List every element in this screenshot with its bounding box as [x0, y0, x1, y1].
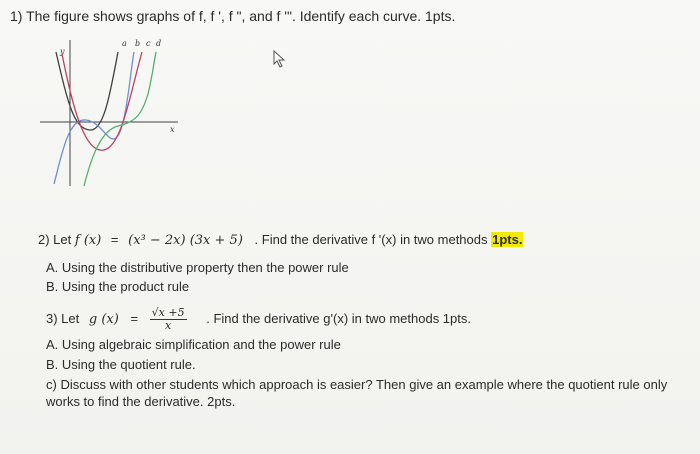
question-3-option-b: B. Using the quotient rule. — [46, 357, 196, 372]
question-2-option-a: A. Using the distributive property then the power rule — [46, 260, 349, 275]
question-3-tail: . Find the derivative g'(x) in two methods 1pts. — [206, 310, 471, 326]
curve-label-c: c — [146, 39, 151, 48]
curve-label-a: a — [122, 39, 127, 48]
question-3-equals: = — [130, 310, 139, 326]
y-axis-label: y — [60, 47, 65, 56]
question-3-denominator: x — [165, 319, 172, 332]
curve-a — [56, 52, 118, 130]
question-2-function-lhs: f (x) — [74, 233, 102, 248]
question-3-option-c: c) Discuss with other students which approach is easier? Then give an example where the quotient rule only works to find the derivative. 2pts. — [46, 377, 668, 409]
question-2-function-rhs: (x³ − 2x) (3x + 5) — [128, 233, 243, 248]
curve-c — [62, 52, 142, 150]
question-3-function-lhs: g (x) — [88, 311, 119, 327]
question-3-numerator: √x +5 — [151, 306, 185, 319]
question-3-intro: 3) Let — [46, 310, 80, 326]
question-2-equals: = — [110, 232, 119, 247]
curve-label-d: d — [156, 39, 162, 48]
question-2-tail: . Find the derivative f '(x) in two methods — [254, 232, 488, 247]
question-2-line — [38, 232, 523, 248]
function-graph — [38, 34, 188, 190]
question-2-option-b: B. Using the product rule — [46, 279, 190, 294]
question-1-text: 1) The figure shows graphs of f, f ', f ", and f '". Identify each curve. 1pts. — [10, 8, 456, 24]
curve-d — [84, 52, 156, 186]
curve-label-b: b — [135, 39, 141, 48]
question-2-intro: 2) Let — [38, 232, 72, 247]
question-2-points-highlight: 1pts. — [492, 232, 523, 247]
x-axis-label: x — [170, 125, 175, 134]
question-3-fraction — [150, 307, 187, 332]
question-3-option-a: A. Using algebraic simplification and the power rule — [46, 337, 341, 352]
mouse-cursor-icon — [272, 50, 286, 68]
question-3-line — [46, 307, 471, 332]
